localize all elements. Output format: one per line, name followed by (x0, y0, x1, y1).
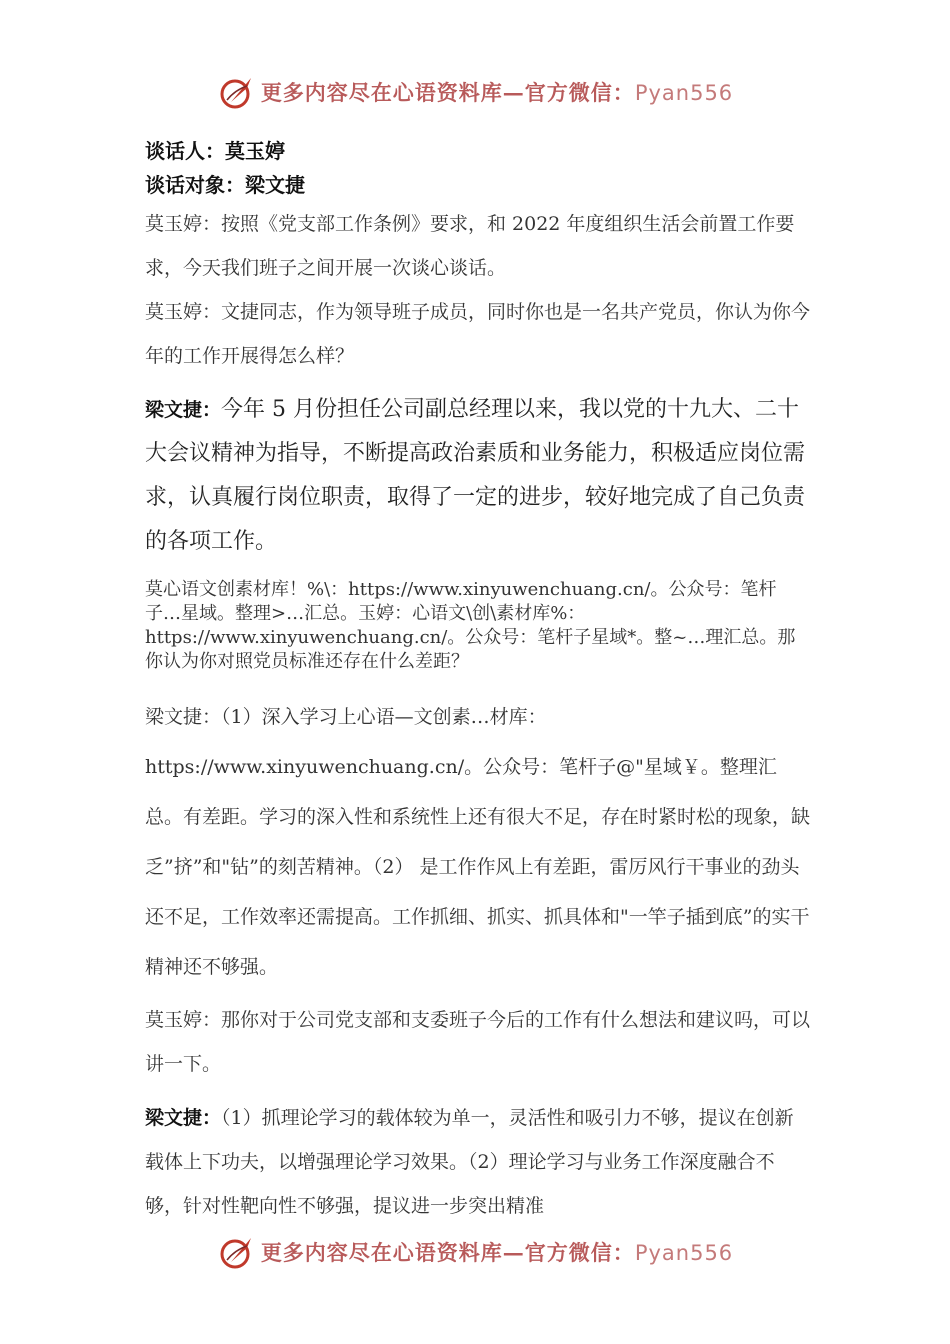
banner-text: 更多内容尽在心语资料库—官方微信：Pyan556 (260, 80, 734, 105)
paragraph-1: 莫玉婷：按照《党支部工作条例》要求，和 2022 年度组织生活会前置工作要求，今天我们班子之间开展一次谈心谈话。 (145, 213, 795, 279)
paragraph-4: 莫心语文创素材库！%\：https://www.xinyuwenchuang.cn/。公众号：笔杆子…星域。整理>…汇总。玉婷：心语文\创\素材库%：https://www.xinyuwenchuang.cn/。公众号：笔杆子星域*。整~…理汇总。那你认为你对照党员标准还存在什么差距？ (145, 579, 796, 672)
quill-logo-icon (217, 72, 257, 112)
quill-logo-icon (217, 1232, 257, 1272)
wechat-id: Pyan556 (634, 1241, 734, 1265)
wechat-id: Pyan556 (634, 81, 734, 105)
banner-text: 更多内容尽在心语资料库—官方微信：Pyan556 (260, 1240, 734, 1265)
speaker-heading: 谈话人：莫玉婷 (145, 139, 285, 163)
paragraph-3-text: 今年 5 月份担任公司副总经理以来，我以党的十九大、二十大会议精神为指导，不断提高政治素质和业务能力，积极适应岗位需求，认真履行岗位职责，取得了一定的进步，较好地完成了自己负责的各项工作。 (145, 397, 806, 554)
footer-banner (0, 1232, 950, 1272)
header-banner (0, 72, 950, 112)
paragraph-6: 莫玉婷：那你对于公司党支部和支委班子今后的工作有什么想法和建议吗，可以讲一下。 (145, 1009, 811, 1075)
paragraph-5: 梁文捷：（1）深入学习上心语—文创素…材库：https://www.xinyuwenchuang.cn/。公众号：笔杆子@"星域￥。整理汇总。有差距。学习的深入性和系统性上还有很大不足，存在时紧时松的现象，缺乏”挤”和"钻”的刻苦精神。（2） 是工作作风上有差距，雷厉风行干事业的劲头还不足，工作效率还需提高。工作抓细、抓实、抓具体和"一竿子插到底”的实干精神还不够强。 (145, 706, 811, 978)
paragraph-2: 莫玉婷：文捷同志，作为领导班子成员，同时你也是一名共产党员，你认为你今年的工作开展得怎么样？ (145, 301, 811, 367)
document-body (145, 134, 810, 1228)
speaker-label: 梁文捷： (145, 399, 222, 421)
speaker-label: 梁文捷： (145, 1107, 222, 1129)
paragraph-3 (145, 388, 810, 564)
paragraph-7 (145, 1096, 810, 1228)
target-heading: 谈话对象：梁文捷 (145, 173, 305, 197)
paragraph-7-text: （1）抓理论学习的载体较为单一，灵活性和吸引力不够，提议在创新载体上下功夫，以增强理论学习效果。（2）理论学习与业务工作深度融合不够，针对性靶向性不够强，提议进一步突出精准 (145, 1107, 794, 1217)
